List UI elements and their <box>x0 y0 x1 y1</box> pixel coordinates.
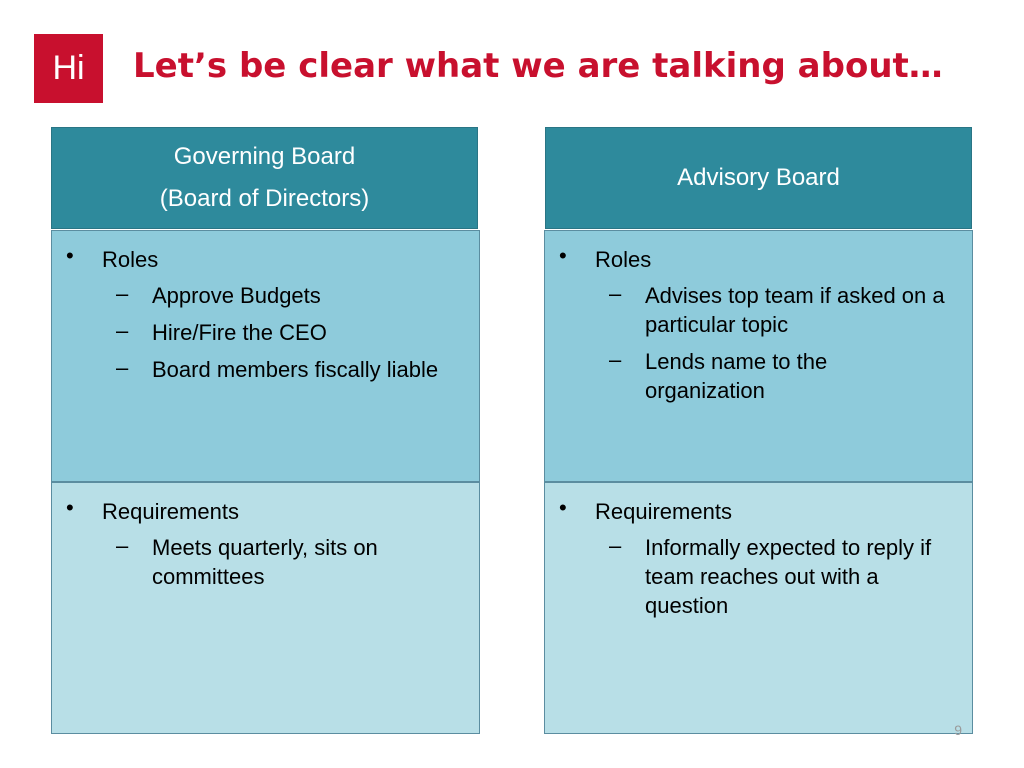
governing-board-requirements-list <box>52 533 479 591</box>
list-item <box>52 533 479 591</box>
governing-board-requirements-panel <box>51 482 480 734</box>
dash-icon: – <box>609 281 622 306</box>
advisory-board-roles-list <box>545 281 972 405</box>
hi-logo <box>34 34 103 103</box>
advisory-board-requirements-panel <box>544 482 973 734</box>
bullet-icon: • <box>66 495 74 520</box>
governing-board-roles-panel <box>51 230 480 482</box>
list-item <box>545 347 972 405</box>
bullet-icon: • <box>559 243 567 268</box>
logo-text: Hi <box>52 49 85 87</box>
roles-label: Roles <box>102 247 159 272</box>
governing-board-roles-list <box>52 281 479 384</box>
list-item <box>52 318 479 347</box>
list-item <box>545 533 972 620</box>
dash-icon: – <box>116 533 129 558</box>
list-item-text: Meets quarterly, sits on committees <box>152 535 378 589</box>
advisory-board-header-line-1: Advisory Board <box>677 164 840 191</box>
list-item-text: Informally expected to reply if team reaches out with a question <box>645 535 932 618</box>
list-item-text: Board members fiscally liable <box>152 357 439 382</box>
governing-board-header-line-2: (Board of Directors) <box>159 185 370 212</box>
bullet-icon: • <box>559 495 567 520</box>
list-item <box>545 281 972 339</box>
dash-icon: – <box>609 347 622 372</box>
dash-icon: – <box>116 281 129 306</box>
list-item-text: Advises top team if asked on a particular topic <box>645 283 945 337</box>
page-number: 9 <box>954 722 962 738</box>
advisory-board-requirements-list <box>545 533 972 620</box>
list-item <box>52 281 479 310</box>
advisory-board-header <box>545 127 972 229</box>
governing-board-header-line-1: Governing Board <box>173 143 356 170</box>
dash-icon: – <box>116 355 129 380</box>
dash-icon: – <box>116 318 129 343</box>
slide-title: Let’s be clear what we are talking about… <box>133 46 943 86</box>
list-item-text: Approve Budgets <box>152 283 321 308</box>
bullet-icon: • <box>66 243 74 268</box>
list-item-text: Hire/Fire the CEO <box>152 320 327 345</box>
governing-board-header <box>51 127 478 229</box>
roles-label: Roles <box>595 247 652 272</box>
list-item-text: Lends name to the organization <box>645 349 828 403</box>
requirements-label: Requirements <box>102 499 239 524</box>
requirements-label: Requirements <box>595 499 732 524</box>
list-item <box>52 355 479 384</box>
dash-icon: – <box>609 533 622 558</box>
advisory-board-roles-panel <box>544 230 973 482</box>
